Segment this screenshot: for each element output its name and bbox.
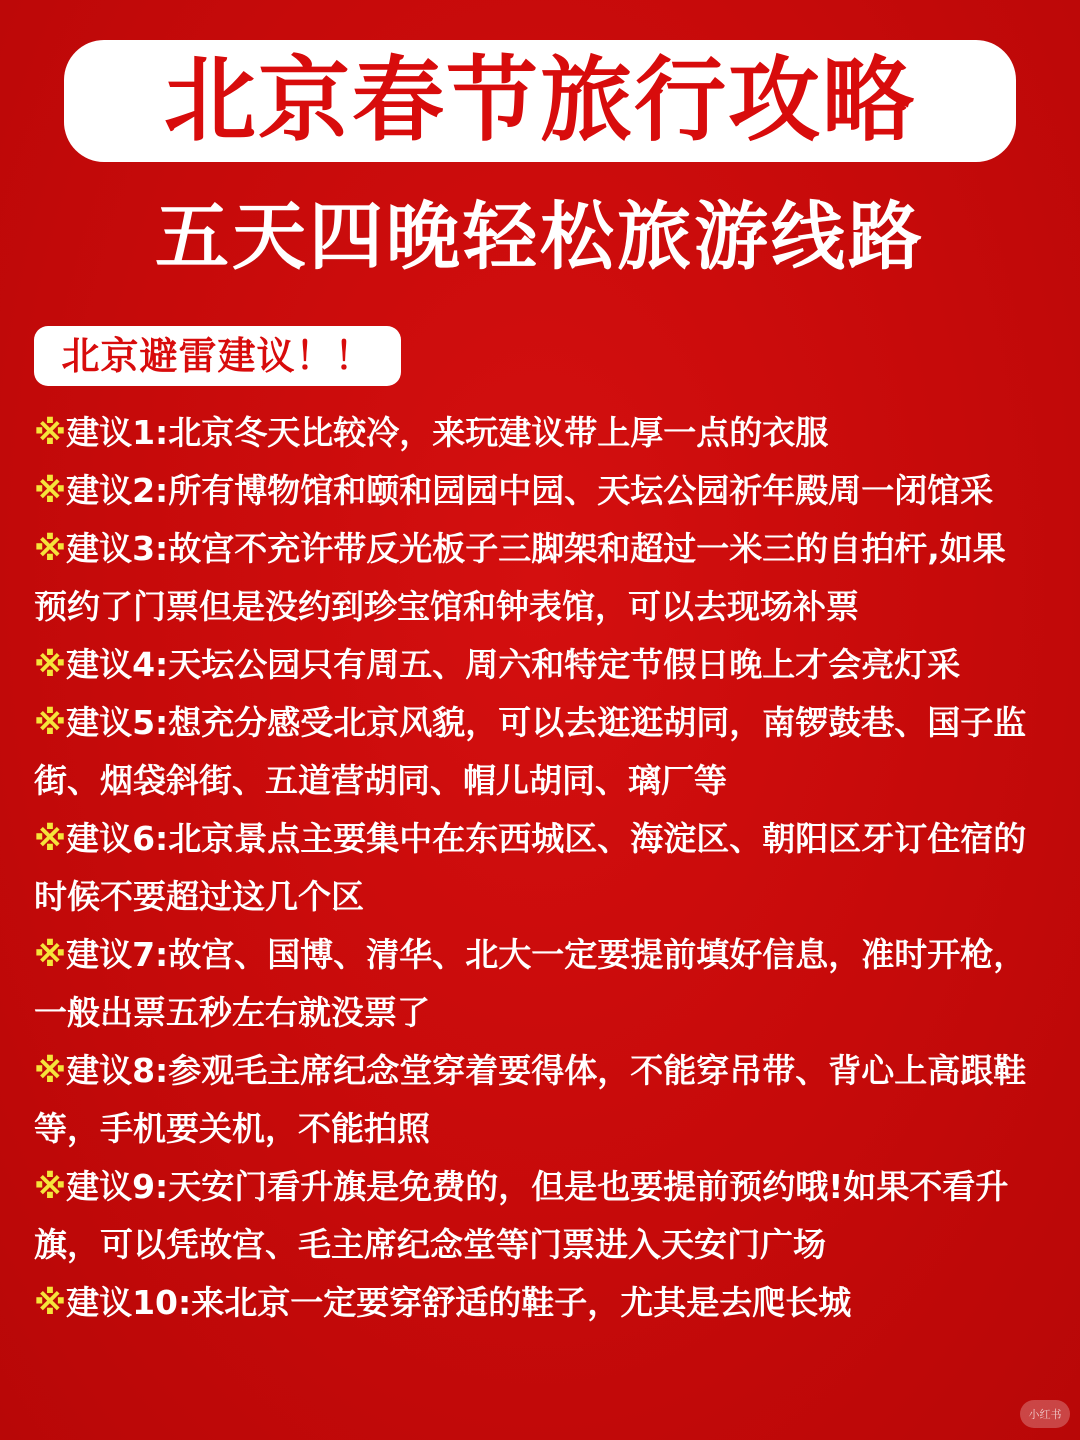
reference-mark-icon: ※ (34, 703, 67, 742)
reference-mark-icon: ※ (34, 471, 67, 510)
tip-item-4 (34, 636, 1034, 694)
tip-text: 故宫不充许带反光板子三脚架和超过一米三的自拍杆,如果预约了门票但是没约到珍宝馆和钟表馆，可以去现场补票 (34, 529, 1006, 626)
section-label-badge (34, 326, 401, 386)
tip-item-2 (34, 462, 1034, 520)
tip-item-7 (34, 926, 1034, 1042)
watermark-logo: 小红书 (1020, 1400, 1070, 1428)
reference-mark-icon: ※ (34, 529, 67, 568)
page-subtitle: 五天四晚轻松旅游线路 (155, 194, 925, 280)
reference-mark-icon: ※ (34, 935, 67, 974)
tip-label: 建议9: (66, 1167, 169, 1206)
tip-item-1 (34, 404, 1034, 462)
tip-label: 建议5: (66, 703, 169, 742)
tip-item-5 (34, 694, 1034, 810)
reference-mark-icon: ※ (34, 1167, 67, 1206)
tip-text: 参观毛主席纪念堂穿着要得体，不能穿吊带、背心上高跟鞋等，手机要关机，不能拍照 (34, 1051, 1027, 1148)
tip-text: 北京冬天比较冷，来玩建议带上厚一点的衣服 (168, 413, 829, 452)
tip-text: 想充分感受北京风貌，可以去逛逛胡同，南锣鼓巷、国子监街、烟袋斜街、五道营胡同、帽儿胡同、璃厂等 (34, 703, 1027, 800)
tip-item-6 (34, 810, 1034, 926)
tip-label: 建议4: (66, 645, 169, 684)
tip-item-9 (34, 1158, 1034, 1274)
tip-label: 建议6: (66, 819, 169, 858)
tip-label: 建议2: (66, 471, 169, 510)
reference-mark-icon: ※ (34, 819, 67, 858)
reference-mark-icon: ※ (34, 1283, 67, 1322)
tip-text: 来北京一定要穿舒适的鞋子，尤其是去爬长城 (191, 1283, 852, 1322)
reference-mark-icon: ※ (34, 645, 67, 684)
tip-item-8 (34, 1042, 1034, 1158)
reference-mark-icon: ※ (34, 1051, 67, 1090)
tip-label: 建议1: (66, 413, 169, 452)
tip-text: 北京景点主要集中在东西城区、海淀区、朝阳区牙订住宿的时候不要超过这几个区 (34, 819, 1027, 916)
page-title: 北京春节旅行攻略 (163, 47, 916, 154)
tip-label: 建议10: (66, 1283, 192, 1322)
tip-label: 建议8: (66, 1051, 169, 1090)
section-label: 北京避雷建议！！ (61, 334, 374, 378)
tip-text: 故宫、国博、清华、北大一定要提前填好信息，准时开枪，一般出票五秒左右就没票了 (34, 935, 1027, 1032)
tip-text: 所有博物馆和颐和园园中园、天坛公园祈年殿周一闭馆采 (168, 471, 994, 510)
tips-list (34, 404, 1034, 1332)
tip-text: 天坛公园只有周五、周六和特定节假日晚上才会亮灯采 (168, 645, 961, 684)
reference-mark-icon: ※ (34, 413, 67, 452)
tip-item-3 (34, 520, 1034, 636)
title-banner (64, 40, 1016, 162)
tip-item-10 (34, 1274, 1034, 1332)
tip-text: 天安门看升旗是免费的，但是也要提前预约哦!如果不看升旗，可以凭故宫、毛主席纪念堂等门票进入天安门广场 (34, 1167, 1009, 1264)
tip-label: 建议7: (66, 935, 169, 974)
tip-label: 建议3: (66, 529, 169, 568)
